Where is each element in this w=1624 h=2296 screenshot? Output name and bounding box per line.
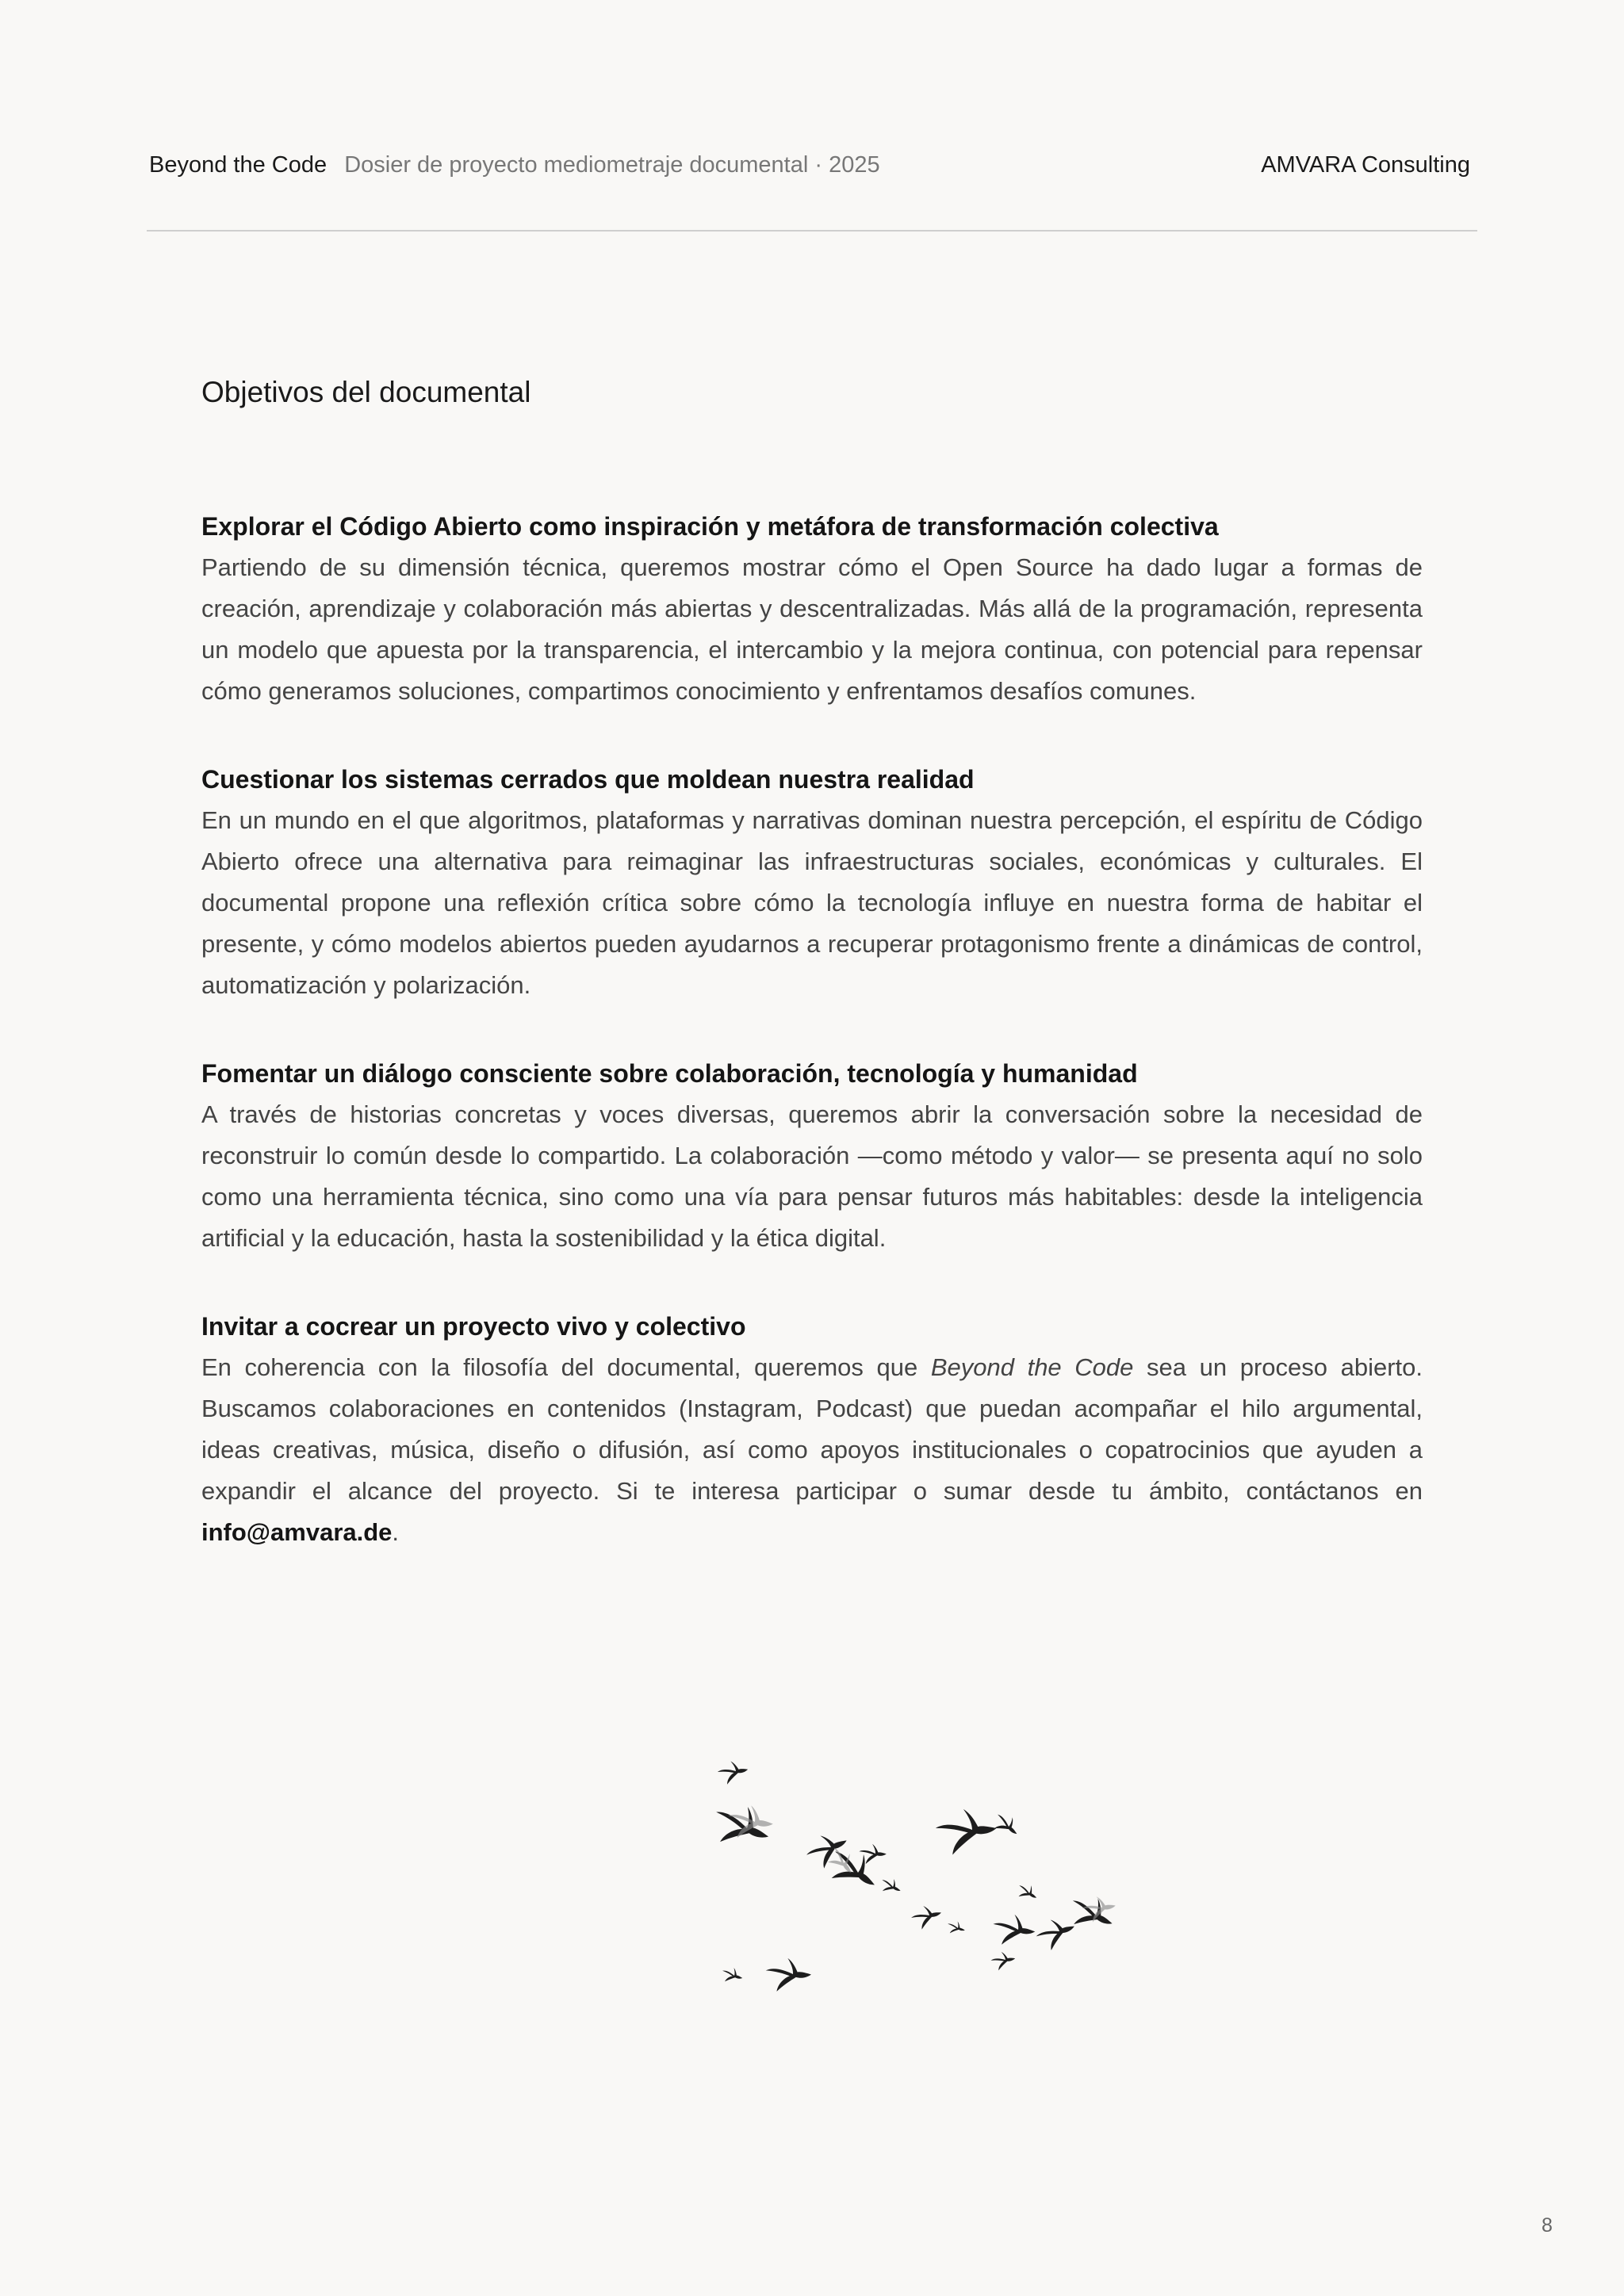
film-title: Beyond the Code — [930, 1353, 1134, 1381]
objective-heading: Explorar el Código Abierto como inspiración y metáfora de transformación colectiva — [201, 512, 1219, 541]
page-header — [149, 152, 1470, 178]
contact-email: info@amvara.de — [201, 1518, 393, 1546]
objective-heading: Invitar a cocrear un proyecto vivo y colectivo — [201, 1312, 746, 1341]
body-text: En coherencia con la filosofía del documental, queremos que — [201, 1353, 931, 1381]
objective-body: Partiendo de su dimensión técnica, queremos mostrar cómo el Open Source ha dado lugar a formas de creación, aprendizaje y colaboración más abiertas y descentralizadas. Más allá de la programación, representa un modelo que apuesta por la transparencia, el intercambio y la mejora continua, con potencial para repensar cómo generamos soluciones, compartimos conocimiento y enfrentamos desafíos comunes. — [201, 553, 1423, 705]
objective-body: En un mundo en el que algoritmos, plataformas y narrativas dominan nuestra percepción, el espíritu de Código Abierto ofrece una alternativa para reimaginar las infraestructuras sociales, económicas y culturales. El documental propone una reflexión crítica sobre cómo la tecnología influye en nuestra forma de habitar el presente, y cómo modelos abiertos pueden ayudarnos a recuperar protagonismo frente a dinámicas de control, automatización y polarización. — [201, 806, 1423, 999]
body-text: sea un proceso abierto. Buscamos colaboraciones en contenidos (Instagram, Podcast) que puedan acompañar el hilo argumental, ideas creativas, música, diseño o difusión, así como apoyos institucionales o copatrocinios que ayuden a expandir el alcance del proyecto. Si te interesa participar o sumar desde tu ámbito, contáctanos en — [201, 1353, 1423, 1505]
header-left — [149, 152, 880, 178]
header-divider — [147, 230, 1477, 232]
objectives-list — [201, 506, 1423, 1600]
objective-dialogue — [201, 1053, 1423, 1259]
objective-question — [201, 759, 1423, 1006]
header-company: AMVARA Consulting — [1261, 152, 1470, 178]
objective-explore — [201, 506, 1423, 712]
page-title: Objetivos del documental — [201, 376, 531, 408]
body-text: . — [392, 1518, 400, 1546]
page-number: 8 — [1542, 2214, 1553, 2237]
objective-cocreate — [201, 1306, 1423, 1553]
header-brand: Beyond the Code — [149, 152, 327, 178]
objective-body — [201, 1347, 1423, 1553]
objective-body: A través de historias concretas y voces diversas, queremos abrir la conversación sobre la necesidad de reconstruir lo común desde lo compartido. La colaboración —como método y valor— se presenta aquí no solo como una herramienta técnica, sino como una vía para pensar futuros más habitables: desde la inteligencia artificial y la educación, hasta la sostenibilidad y la ética digital. — [201, 1100, 1423, 1252]
flock-of-birds-icon — [706, 1736, 1134, 1998]
objective-heading: Cuestionar los sistemas cerrados que moldean nuestra realidad — [201, 765, 975, 794]
header-subtitle: Dosier de proyecto mediometraje documental · 2025 — [344, 152, 880, 178]
objective-heading: Fomentar un diálogo consciente sobre colaboración, tecnología y humanidad — [201, 1059, 1138, 1088]
